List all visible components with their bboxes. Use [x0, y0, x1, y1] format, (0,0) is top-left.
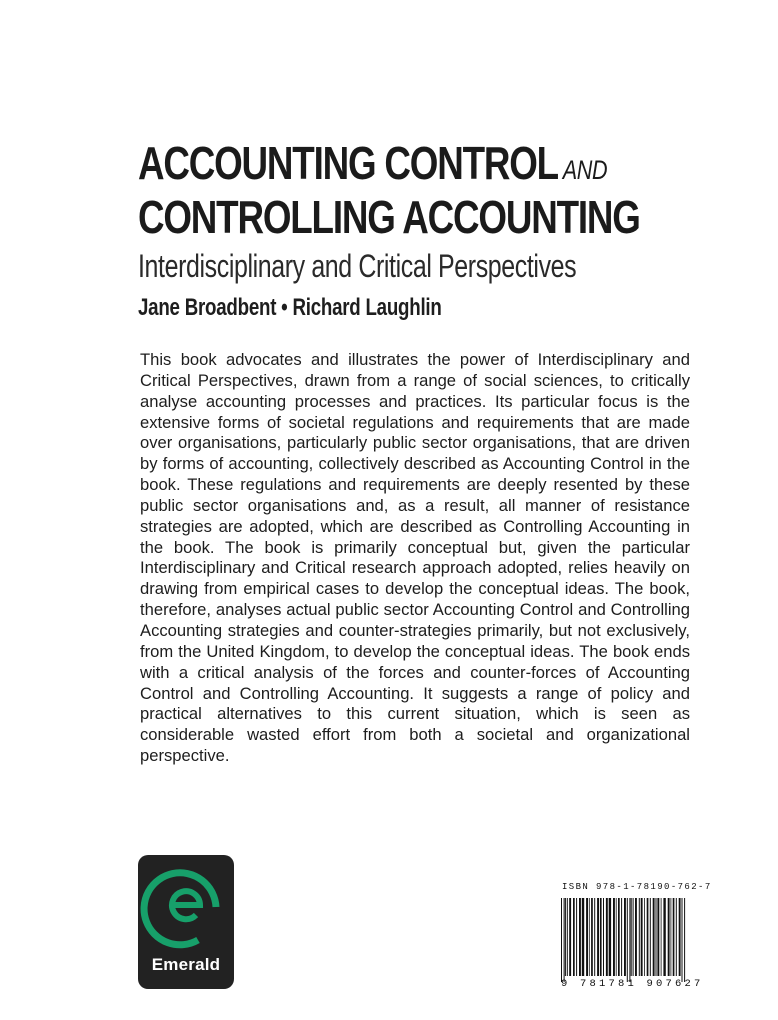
barcode-bar [668, 898, 670, 976]
barcode-bar [567, 898, 568, 976]
title-and: AND [562, 155, 608, 185]
title-line-2: CONTROLLING ACCOUNTING [138, 191, 640, 243]
barcode-bar [586, 898, 588, 976]
title-line-1: ACCOUNTING CONTROL AND [138, 137, 608, 189]
barcode-bar [657, 898, 659, 976]
barcode-bar [647, 898, 649, 976]
barcode-bar [671, 898, 672, 976]
barcode-bar [682, 898, 683, 982]
barcode-bar [561, 898, 562, 982]
barcode-bar [661, 898, 662, 976]
book-subtitle: Interdisciplinary and Critical Perspectives [138, 248, 577, 284]
barcode-bar [609, 898, 611, 976]
barcode-bar [573, 898, 575, 976]
barcode-bar [663, 898, 665, 976]
barcode-bar [673, 898, 675, 976]
barcode-bar [679, 898, 681, 976]
barcode-bar [576, 898, 577, 976]
barcode-bar [624, 898, 626, 976]
barcode-bar [631, 898, 632, 976]
barcode-bar [579, 898, 581, 976]
barcode-bar [644, 898, 645, 976]
barcode-bar [629, 898, 630, 982]
barcode-bar [600, 898, 602, 976]
isbn-label: ISBN 978-1-78190-762-7 [562, 882, 712, 892]
barcode-bar [594, 898, 595, 976]
barcode-bar [589, 898, 590, 976]
barcode-bar [621, 898, 622, 976]
barcode-bar [639, 898, 640, 976]
barcode-bar [565, 898, 566, 976]
publisher-name: Emerald [151, 955, 221, 974]
barcode-bar [656, 898, 657, 976]
emerald-e-icon [138, 855, 234, 955]
barcode-bar [613, 898, 615, 976]
barcode-bar [627, 898, 628, 982]
book-description: This book advocates and illustrates the power of Interdisciplinary and Critical Perspectives, drawn from a range of social sciences, to critically analyse accounting processes and practices. Its particular focus is the extensive forms of societal regulations and requirements that are made over organisations, particularly public sector organisations, that are driven by forms of accounting, collectively described as Accounting Control in the book. These regulations and requirements are deeply resented by these public sector organisations and, as a result, all manner of resistance strategies are adopted, which are described as Controlling Accounting in the book. The book is primarily conceptual but, given the particular Interdisciplinary and Critical research approach adopted, relies heavily on drawing from empirical cases to develop the conceptual ideas. The book, therefore, analyses actual public sector Accounting Control and Controlling Accounting strategies and counter-strategies primarily, but not exclusively, from the United Kingdom, to develop the conceptual ideas. The book ends with a critical analysis of the forces and counter-forces of Accounting Control and Controlling Accounting. It suggests a range of policy and practical alternatives to this current situation, which is seen as considerable wasted effort from both a societal and organizational perspective. [140, 350, 690, 766]
barcode-bar [676, 898, 677, 976]
barcode-bar [684, 898, 685, 982]
barcode-digits: 9 781781 907627 [561, 978, 704, 990]
barcode-bar [591, 898, 593, 976]
barcode-bar [616, 898, 617, 976]
publisher-logo [138, 855, 234, 989]
barcode-bar [653, 898, 655, 976]
barcode-bar [569, 898, 571, 976]
barcode-bar [582, 898, 584, 976]
barcode-bar [641, 898, 643, 976]
barcode-bar [603, 898, 604, 976]
barcode [559, 898, 687, 982]
book-authors: Jane Broadbent • Richard Laughlin [138, 294, 442, 321]
barcode-bar [635, 898, 637, 976]
barcode-bar [633, 898, 634, 976]
barcode-bar [597, 898, 599, 976]
barcode-bar [618, 898, 620, 976]
barcode-bar [650, 898, 651, 976]
barcode-bar [606, 898, 608, 976]
barcode-bar [564, 898, 565, 982]
